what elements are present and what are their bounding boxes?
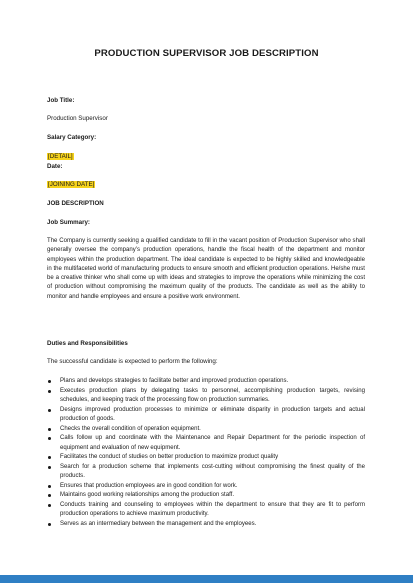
duties-heading: Duties and Responsibilities bbox=[47, 340, 128, 347]
list-item: Calls follow up and coordinate with the Maintenance and Repair Department for the periodic inspection of equipment and evaluation of new equipment. bbox=[47, 434, 365, 453]
bullet-icon bbox=[48, 390, 51, 393]
duties-intro: The successful candidate is expected to perform the following: bbox=[47, 358, 218, 365]
bullet-icon bbox=[48, 380, 51, 383]
date-placeholder: [JOINING DATE] bbox=[48, 181, 95, 188]
bullet-icon bbox=[48, 504, 51, 507]
bullet-icon bbox=[48, 456, 51, 459]
list-item: Maintains good working relationships among the production staff. bbox=[47, 491, 365, 501]
bullet-icon bbox=[48, 485, 51, 488]
duties-list bbox=[47, 377, 365, 529]
job-summary-paragraph: The Company is currently seeking a qualified candidate to fill in the vacant position of Production Supervisor who shall generally oversee the company’s production operations, handle the fiscal health of the department and monitor employees within the production department. The ideal candidate is expected to be highly skilled and knowledgeable in the multifaceted world of manufacturing products to ensure smooth and efficient production operations. He/she must be a creative thinker who shall come up with ideas and strategies to improve the operations while minimizing the cost of production without compromising the maximum quality of the products. The candidate as well as the ability to monitor and handle employees and ensure a positive work environment. bbox=[47, 238, 365, 300]
footer-accent-bar bbox=[0, 575, 413, 583]
list-item: Facilitates the conduct of studies on better production to maximize product quality bbox=[47, 453, 365, 463]
job-title-value: Production Supervisor bbox=[47, 115, 108, 122]
job-description-heading: JOB DESCRIPTION bbox=[47, 200, 104, 207]
bullet-icon bbox=[48, 428, 51, 431]
list-item: Search for a production scheme that implements cost-cutting without compromising the finest quality of the products. bbox=[47, 463, 365, 482]
list-item: Conducts training and counseling to employees within the department to ensure that they are fit to perform production operations to achieve maximum productivity. bbox=[47, 501, 365, 520]
list-item: Designs improved production processes to minimize or eliminate disparity in production targets and actual production of goods. bbox=[47, 406, 365, 425]
bullet-icon bbox=[48, 523, 51, 526]
date-label: Date: bbox=[47, 163, 63, 170]
list-item: Checks the overall condition of operation equipment. bbox=[47, 425, 365, 435]
list-item: Executes production plans by delegating tasks to personnel, accomplishing production targets, revising schedules, and keeping track of the processing flow on production summaries. bbox=[47, 387, 365, 406]
list-item: Ensures that production employees are in good condition for work. bbox=[47, 482, 365, 492]
bullet-icon bbox=[48, 466, 51, 469]
bullet-icon bbox=[48, 409, 51, 412]
list-item: Plans and develops strategies to facilitate better and improved production operations. bbox=[47, 377, 365, 387]
salary-placeholder: [DETAIL] bbox=[48, 153, 73, 160]
job-title-label: Job Title: bbox=[47, 97, 75, 104]
bullet-icon bbox=[48, 437, 51, 440]
list-item: Serves as an intermediary between the management and the employees. bbox=[47, 520, 365, 530]
job-summary-label: Job Summary: bbox=[47, 219, 90, 226]
document-title: PRODUCTION SUPERVISOR JOB DESCRIPTION bbox=[94, 48, 319, 59]
bullet-icon bbox=[48, 494, 51, 497]
salary-category-label: Salary Category: bbox=[47, 134, 97, 141]
